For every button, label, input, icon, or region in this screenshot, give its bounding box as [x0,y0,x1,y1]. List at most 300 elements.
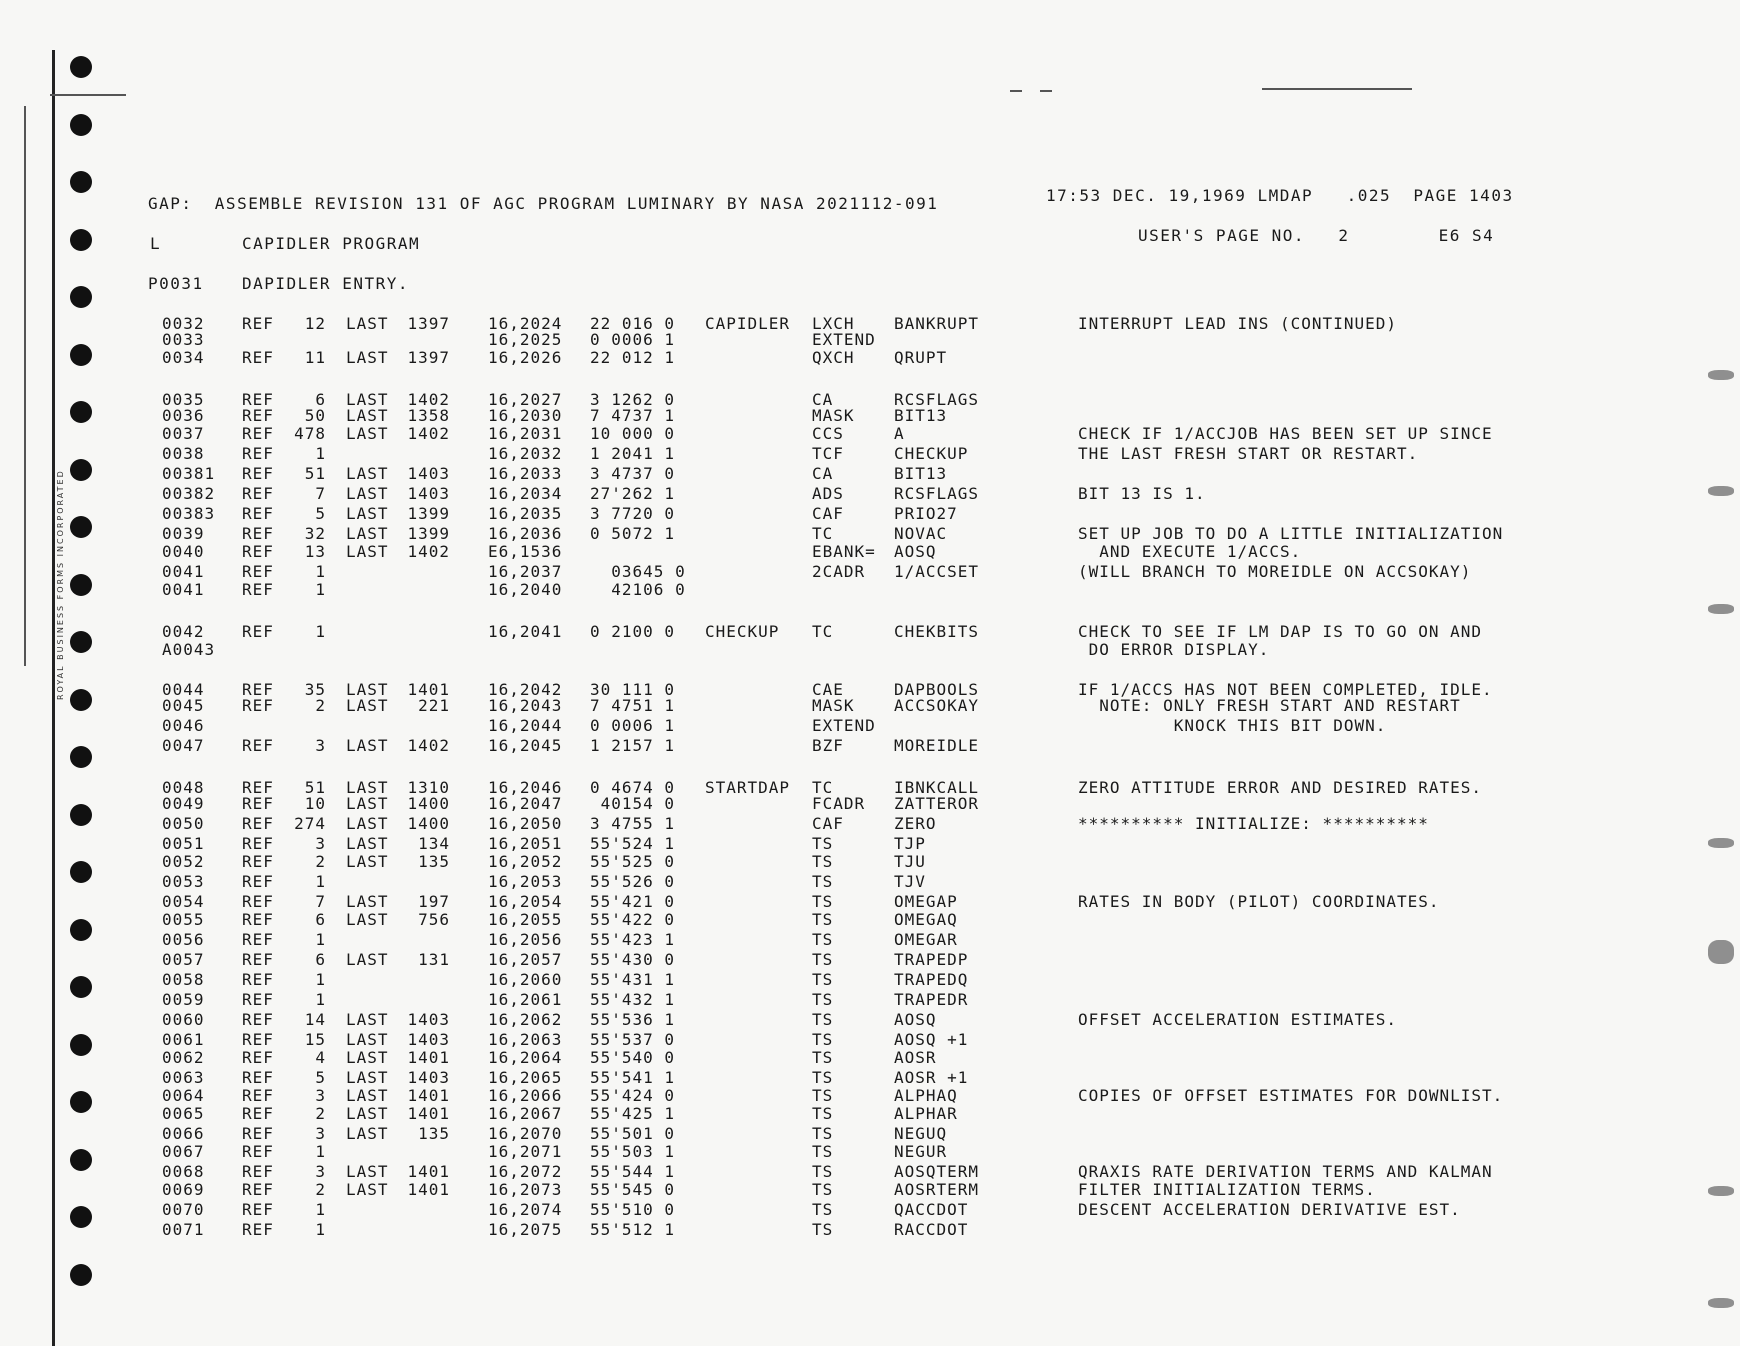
ref-tag: REF [242,1048,274,1067]
address: 16,2074 [488,1200,563,1219]
opcode: TS [812,1142,834,1161]
address: 16,2071 [488,1142,563,1161]
last-tag: LAST [346,696,389,715]
line-number: 0053 [162,872,205,891]
opcode: TC [812,524,834,543]
operand: ZATTEROR [894,794,980,813]
opcode: TS [812,1104,834,1123]
octal-code: 55'541 1 [590,1068,676,1087]
operand: TJU [894,852,926,871]
ref-count: 51 [304,778,326,797]
edge-smudge [1708,370,1734,380]
ref-tag: REF [242,696,274,715]
ref-count: 274 [294,814,326,833]
line-number: 0054 [162,892,205,911]
ref-count: 2 [315,1180,326,1199]
address: 16,2043 [488,696,563,715]
opcode: TS [812,1086,834,1105]
comment: IF 1/ACCS HAS NOT BEEN COMPLETED, IDLE. [1078,680,1493,699]
comment: CHECK IF 1/ACCJOB HAS BEEN SET UP SINCE [1078,424,1493,443]
comment: DO ERROR DISPLAY. [1078,640,1270,659]
ref-count: 1 [315,622,326,641]
opcode: TS [812,1030,834,1049]
header-program-title: CAPIDLER PROGRAM [242,234,421,253]
address: 16,2030 [488,406,563,425]
punch-hole [70,746,92,768]
line-number: 0046 [162,716,205,735]
line-number: 0062 [162,1048,205,1067]
opcode: TS [812,1180,834,1199]
punch-hole [70,1091,92,1113]
octal-code: 10 000 0 [590,424,676,443]
last-page: 135 [418,852,450,871]
ref-tag: REF [242,542,274,561]
address: 16,2055 [488,910,563,929]
operand: TRAPEDP [894,950,969,969]
line-number: 00382 [162,484,216,503]
punch-hole [70,344,92,366]
line-number: 0056 [162,930,205,949]
comment: NOTE: ONLY FRESH START AND RESTART [1078,696,1461,715]
comment: KNOCK THIS BIT DOWN. [1078,716,1387,735]
address: 16,2033 [488,464,563,483]
ref-count: 15 [304,1030,326,1049]
address: 16,2035 [488,504,563,523]
last-page: 756 [418,910,450,929]
opcode: EBANK= [812,542,876,561]
ref-count: 6 [315,910,326,929]
address: 16,2060 [488,970,563,989]
octal-code: 55'540 0 [590,1048,676,1067]
address: 16,2075 [488,1220,563,1239]
ref-tag: REF [242,464,274,483]
ref-tag: REF [242,424,274,443]
edge-smudge [1708,1186,1734,1196]
operand: AOSR +1 [894,1068,969,1087]
address: 16,2072 [488,1162,563,1181]
ref-tag: REF [242,580,274,599]
ref-tag: REF [242,1030,274,1049]
operand: CHECKUP [894,444,969,463]
opcode: MASK [812,696,855,715]
opcode: 2CADR [812,562,866,581]
last-tag: LAST [346,1104,389,1123]
opcode: ADS [812,484,844,503]
punch-hole [70,631,92,653]
operand: QRUPT [894,348,948,367]
opcode: TS [812,910,834,929]
opcode: CA [812,390,834,409]
punch-hole [70,516,92,538]
opcode: TS [812,892,834,911]
address: 16,2067 [488,1104,563,1123]
last-tag: LAST [346,1086,389,1105]
edge-smudge [1708,604,1734,614]
octal-code: 55'431 1 [590,970,676,989]
address: 16,2054 [488,892,563,911]
octal-code: 55'422 0 [590,910,676,929]
address: 16,2027 [488,390,563,409]
opcode: MASK [812,406,855,425]
ref-tag: REF [242,1104,274,1123]
punch-hole [70,401,92,423]
opcode: CA [812,464,834,483]
line-number: 0051 [162,834,205,853]
last-tag: LAST [346,348,389,367]
form-imprint: ROYAL BUSINESS FORMS INCORPORATED [56,469,65,700]
line-number: 0035 [162,390,205,409]
operand: MOREIDLE [894,736,980,755]
last-page: 221 [418,696,450,715]
octal-code: 40154 0 [590,794,676,813]
octal-code: 55'537 0 [590,1030,676,1049]
edge-smudge [1708,940,1734,964]
line-number: 0042 [162,622,205,641]
edge-smudge [1708,838,1734,848]
last-page: 1403 [407,1030,450,1049]
last-page: 1403 [407,464,450,483]
line-number: 0041 [162,580,205,599]
ref-tag: REF [242,1068,274,1087]
punch-hole [70,1149,92,1171]
operand: AOSRTERM [894,1180,980,1199]
octal-code: 3 7720 0 [590,504,676,523]
line-number: 0064 [162,1086,205,1105]
ref-count: 32 [304,524,326,543]
line-number: 0061 [162,1030,205,1049]
line-number: 0034 [162,348,205,367]
tear-mark [1040,90,1052,92]
comment: AND EXECUTE 1/ACCS. [1078,542,1302,561]
ref-count: 2 [315,852,326,871]
last-tag: LAST [346,1124,389,1143]
comment: OFFSET ACCELERATION ESTIMATES. [1078,1010,1397,1029]
operand: RACCDOT [894,1220,969,1239]
comment: SET UP JOB TO DO A LITTLE INITIALIZATION [1078,524,1504,543]
ref-tag: REF [242,872,274,891]
line-number: 0047 [162,736,205,755]
octal-code: 55'524 1 [590,834,676,853]
edge-smudge [1708,486,1734,496]
address: 16,2040 [488,580,563,599]
punch-hole [70,114,92,136]
last-page: 1400 [407,794,450,813]
octal-code: 55'421 0 [590,892,676,911]
punch-hole [70,1034,92,1056]
last-page: 1402 [407,736,450,755]
last-page: 1397 [407,348,450,367]
ref-count: 6 [315,390,326,409]
octal-code: 55'503 1 [590,1142,676,1161]
ref-tag: REF [242,794,274,813]
octal-code: 3 4737 0 [590,464,676,483]
ref-count: 50 [304,406,326,425]
last-page: 1400 [407,814,450,833]
ref-count: 10 [304,794,326,813]
operand: BANKRUPT [894,314,980,333]
operand: AOSQ +1 [894,1030,969,1049]
punch-hole [70,229,92,251]
line-number: 00381 [162,464,216,483]
ref-count: 1 [315,930,326,949]
operand: QACCDOT [894,1200,969,1219]
last-tag: LAST [346,892,389,911]
octal-code: 03645 0 [590,562,686,581]
last-page: 1401 [407,1162,450,1181]
opcode: CCS [812,424,844,443]
opcode: TC [812,778,834,797]
line-number: 0067 [162,1142,205,1161]
opcode: FCADR [812,794,866,813]
line-number: 0041 [162,562,205,581]
operand: AOSR [894,1048,937,1067]
octal-code: 7 4737 1 [590,406,676,425]
address: 16,2045 [488,736,563,755]
line-number: 0066 [162,1124,205,1143]
ref-count: 478 [294,424,326,443]
ref-tag: REF [242,1162,274,1181]
address: 16,2057 [488,950,563,969]
punch-hole [70,689,92,711]
outer-margin-rule [24,106,26,666]
line-number: 0045 [162,696,205,715]
octal-code: 3 1262 0 [590,390,676,409]
octal-code: 55'424 0 [590,1086,676,1105]
operand: ALPHAR [894,1104,958,1123]
ref-count: 1 [315,1200,326,1219]
octal-code: 30 111 0 [590,680,676,699]
opcode: TS [812,950,834,969]
last-page: 197 [418,892,450,911]
operand: ACCSOKAY [894,696,980,715]
last-tag: LAST [346,504,389,523]
comment: BIT 13 IS 1. [1078,484,1206,503]
operand: TRAPEDQ [894,970,969,989]
address: 16,2064 [488,1048,563,1067]
last-page: 1399 [407,524,450,543]
address: 16,2063 [488,1030,563,1049]
opcode: CAF [812,814,844,833]
opcode: TS [812,1048,834,1067]
address: 16,2051 [488,834,563,853]
comment: ********** INITIALIZE: ********** [1078,814,1429,833]
ref-count: 3 [315,1124,326,1143]
line-number: 0033 [162,330,205,349]
address: 16,2032 [488,444,563,463]
opcode: TS [812,852,834,871]
line-number: 0060 [162,1010,205,1029]
ref-tag: REF [242,1086,274,1105]
octal-code: 55'536 1 [590,1010,676,1029]
header-date-page: 17:53 DEC. 19,1969 LMDAP .025 PAGE 1403 [1046,186,1514,205]
last-tag: LAST [346,814,389,833]
address: 16,2061 [488,990,563,1009]
operand: TJV [894,872,926,891]
last-page: 1402 [407,542,450,561]
address: 16,2042 [488,680,563,699]
last-page: 1402 [407,424,450,443]
last-tag: LAST [346,910,389,929]
address: 16,2047 [488,794,563,813]
operand: NEGUQ [894,1124,948,1143]
ref-tag: REF [242,562,274,581]
octal-code: 42106 0 [590,580,686,599]
symbol-label: CAPIDLER [705,314,791,333]
opcode: TC [812,622,834,641]
ref-tag: REF [242,930,274,949]
ref-tag: REF [242,1180,274,1199]
opcode: BZF [812,736,844,755]
comment: THE LAST FRESH START OR RESTART. [1078,444,1419,463]
ref-tag: REF [242,314,274,333]
octal-code: 55'425 1 [590,1104,676,1123]
operand: AOSQ [894,542,937,561]
operand: BIT13 [894,406,948,425]
operand: AOSQTERM [894,1162,980,1181]
tear-mark [1010,90,1022,92]
operand: IBNKCALL [894,778,980,797]
line-number: 0063 [162,1068,205,1087]
last-page: 1402 [407,390,450,409]
address: 16,2073 [488,1180,563,1199]
ref-count: 1 [315,872,326,891]
ref-tag: REF [242,970,274,989]
last-tag: LAST [346,1030,389,1049]
line-number: 0071 [162,1220,205,1239]
operand: OMEGAR [894,930,958,949]
operand: OMEGAQ [894,910,958,929]
line-number: 0038 [162,444,205,463]
ref-tag: REF [242,680,274,699]
opcode: TS [812,1162,834,1181]
octal-code: 55'525 0 [590,852,676,871]
last-tag: LAST [346,1180,389,1199]
ref-tag: REF [242,524,274,543]
last-tag: LAST [346,314,389,333]
line-number: A0043 [162,640,216,659]
address: 16,2041 [488,622,563,641]
octal-code: 27'262 1 [590,484,676,503]
comment: FILTER INITIALIZATION TERMS. [1078,1180,1376,1199]
line-number: 0070 [162,1200,205,1219]
ref-tag: REF [242,814,274,833]
ref-count: 1 [315,990,326,1009]
comment: RATES IN BODY (PILOT) COORDINATES. [1078,892,1440,911]
operand: NEGUR [894,1142,948,1161]
ref-count: 7 [315,892,326,911]
last-page: 1403 [407,1010,450,1029]
line-number: 0036 [162,406,205,425]
comment: INTERRUPT LEAD INS (CONTINUED) [1078,314,1397,333]
punch-hole [70,56,92,78]
punch-hole [70,574,92,596]
line-number: 0069 [162,1180,205,1199]
line-number: 0048 [162,778,205,797]
ref-tag: REF [242,1142,274,1161]
opcode: TS [812,1068,834,1087]
tear-mark [1262,88,1412,90]
octal-code: 0 4674 0 [590,778,676,797]
line-number: 0055 [162,910,205,929]
ref-count: 3 [315,736,326,755]
ref-tag: REF [242,910,274,929]
operand: A [894,424,905,443]
ref-count: 35 [304,680,326,699]
operand: AOSQ [894,1010,937,1029]
ref-count: 1 [315,970,326,989]
octal-code: 55'432 1 [590,990,676,1009]
ref-tag: REF [242,1200,274,1219]
ref-tag: REF [242,406,274,425]
opcode: QXCH [812,348,855,367]
address: 16,2025 [488,330,563,349]
last-page: 1401 [407,1104,450,1123]
octal-code: 55'544 1 [590,1162,676,1181]
opcode: TS [812,872,834,891]
last-tag: LAST [346,778,389,797]
last-tag: LAST [346,464,389,483]
last-page: 1401 [407,1086,450,1105]
last-tag: LAST [346,950,389,969]
punch-hole [70,171,92,193]
address: 16,2024 [488,314,563,333]
octal-code: 22 016 0 [590,314,676,333]
opcode: TS [812,834,834,853]
opcode: TS [812,1124,834,1143]
ref-count: 11 [304,348,326,367]
operand: OMEGAP [894,892,958,911]
comment: COPIES OF OFFSET ESTIMATES FOR DOWNLIST. [1078,1086,1504,1105]
ref-count: 12 [304,314,326,333]
last-tag: LAST [346,1048,389,1067]
last-tag: LAST [346,834,389,853]
address: 16,2037 [488,562,563,581]
octal-code: 3 4755 1 [590,814,676,833]
operand: NOVAC [894,524,948,543]
operand: DAPBOOLS [894,680,980,699]
ref-tag: REF [242,736,274,755]
left-margin-rule [52,50,55,1346]
line-number: 0040 [162,542,205,561]
opcode: TS [812,930,834,949]
punch-hole [70,861,92,883]
line-number: 0052 [162,852,205,871]
last-tag: LAST [346,794,389,813]
ref-count: 51 [304,464,326,483]
address: 16,2026 [488,348,563,367]
ref-count: 3 [315,834,326,853]
line-number: 00383 [162,504,216,523]
ref-tag: REF [242,1124,274,1143]
operand: TJP [894,834,926,853]
last-page: 1399 [407,504,450,523]
last-tag: LAST [346,736,389,755]
punch-hole [70,459,92,481]
operand: PRIO27 [894,504,958,523]
ref-count: 14 [304,1010,326,1029]
header-user-page: USER'S PAGE NO. 2 E6 S4 [1138,226,1495,245]
address: 16,2065 [488,1068,563,1087]
edge-smudge [1708,1298,1734,1308]
octal-code: 1 2041 1 [590,444,676,463]
last-page: 1403 [407,484,450,503]
last-tag: LAST [346,1068,389,1087]
operand: ALPHAQ [894,1086,958,1105]
last-tag: LAST [346,424,389,443]
address: 16,2070 [488,1124,563,1143]
address: 16,2031 [488,424,563,443]
opcode: TS [812,970,834,989]
